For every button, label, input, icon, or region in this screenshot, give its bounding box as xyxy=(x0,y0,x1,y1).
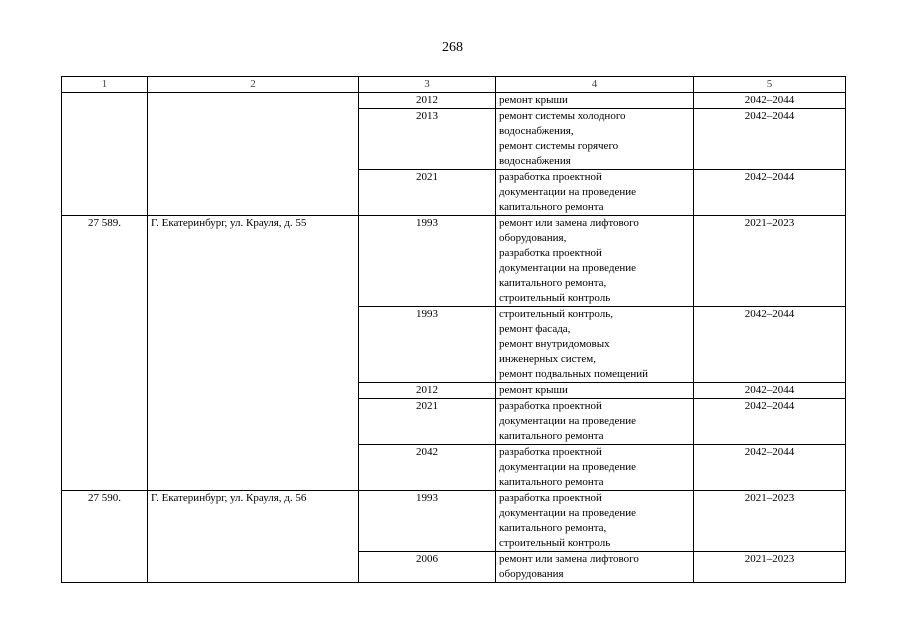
work-type: ремонт крыши xyxy=(496,93,694,109)
construction-year: 2013 xyxy=(359,109,496,170)
planned-period: 2042–2044 xyxy=(694,307,846,383)
work-type: разработка проектной документации на проведение капитального ремонта xyxy=(496,445,694,491)
header-col-5: 5 xyxy=(694,77,846,93)
construction-year: 2012 xyxy=(359,383,496,399)
page-number: 268 xyxy=(442,40,463,55)
planned-period: 2021–2023 xyxy=(694,491,846,552)
work-type: ремонт или замена лифтового оборудования xyxy=(496,552,694,583)
construction-year: 2012 xyxy=(359,93,496,109)
work-type: строительный контроль, ремонт фасада, ремонт внутридомовых инженерных систем, ремонт подвальных помещений xyxy=(496,307,694,383)
planned-period: 2042–2044 xyxy=(694,109,846,170)
planned-period: 2042–2044 xyxy=(694,445,846,491)
entry-address: Г. Екатеринбург, ул. Крауля, д. 56 xyxy=(148,491,359,583)
planned-period: 2042–2044 xyxy=(694,93,846,109)
work-type: разработка проектной документации на проведение капитального ремонта xyxy=(496,170,694,216)
construction-year: 2021 xyxy=(359,170,496,216)
entry-address xyxy=(148,93,359,216)
construction-year: 2006 xyxy=(359,552,496,583)
construction-year: 1993 xyxy=(359,307,496,383)
planned-period: 2042–2044 xyxy=(694,399,846,445)
repair-schedule-table xyxy=(61,76,846,583)
header-col-2: 2 xyxy=(148,77,359,93)
planned-period: 2042–2044 xyxy=(694,383,846,399)
entry-number xyxy=(62,93,148,216)
planned-period: 2042–2044 xyxy=(694,170,846,216)
work-type: ремонт крыши xyxy=(496,383,694,399)
table-row xyxy=(62,216,846,307)
work-type: разработка проектной документации на проведение капитального ремонта, строительный контроль xyxy=(496,491,694,552)
header-col-3: 3 xyxy=(359,77,496,93)
construction-year: 1993 xyxy=(359,491,496,552)
planned-period: 2021–2023 xyxy=(694,216,846,307)
work-type: ремонт системы холодного водоснабжения, ремонт системы горячего водоснабжения xyxy=(496,109,694,170)
construction-year: 2042 xyxy=(359,445,496,491)
table-row xyxy=(62,93,846,109)
construction-year: 2021 xyxy=(359,399,496,445)
header-col-1: 1 xyxy=(62,77,148,93)
entry-address: Г. Екатеринбург, ул. Крауля, д. 55 xyxy=(148,216,359,491)
work-type: ремонт или замена лифтового оборудования, разработка проектной документации на проведение капитального ремонта, строительный контроль xyxy=(496,216,694,307)
work-type: разработка проектной документации на проведение капитального ремонта xyxy=(496,399,694,445)
header-col-4: 4 xyxy=(496,77,694,93)
table-row xyxy=(62,491,846,552)
construction-year: 1993 xyxy=(359,216,496,307)
header-row xyxy=(62,77,846,93)
entry-number: 27 589. xyxy=(62,216,148,491)
entry-number: 27 590. xyxy=(62,491,148,583)
planned-period: 2021–2023 xyxy=(694,552,846,583)
